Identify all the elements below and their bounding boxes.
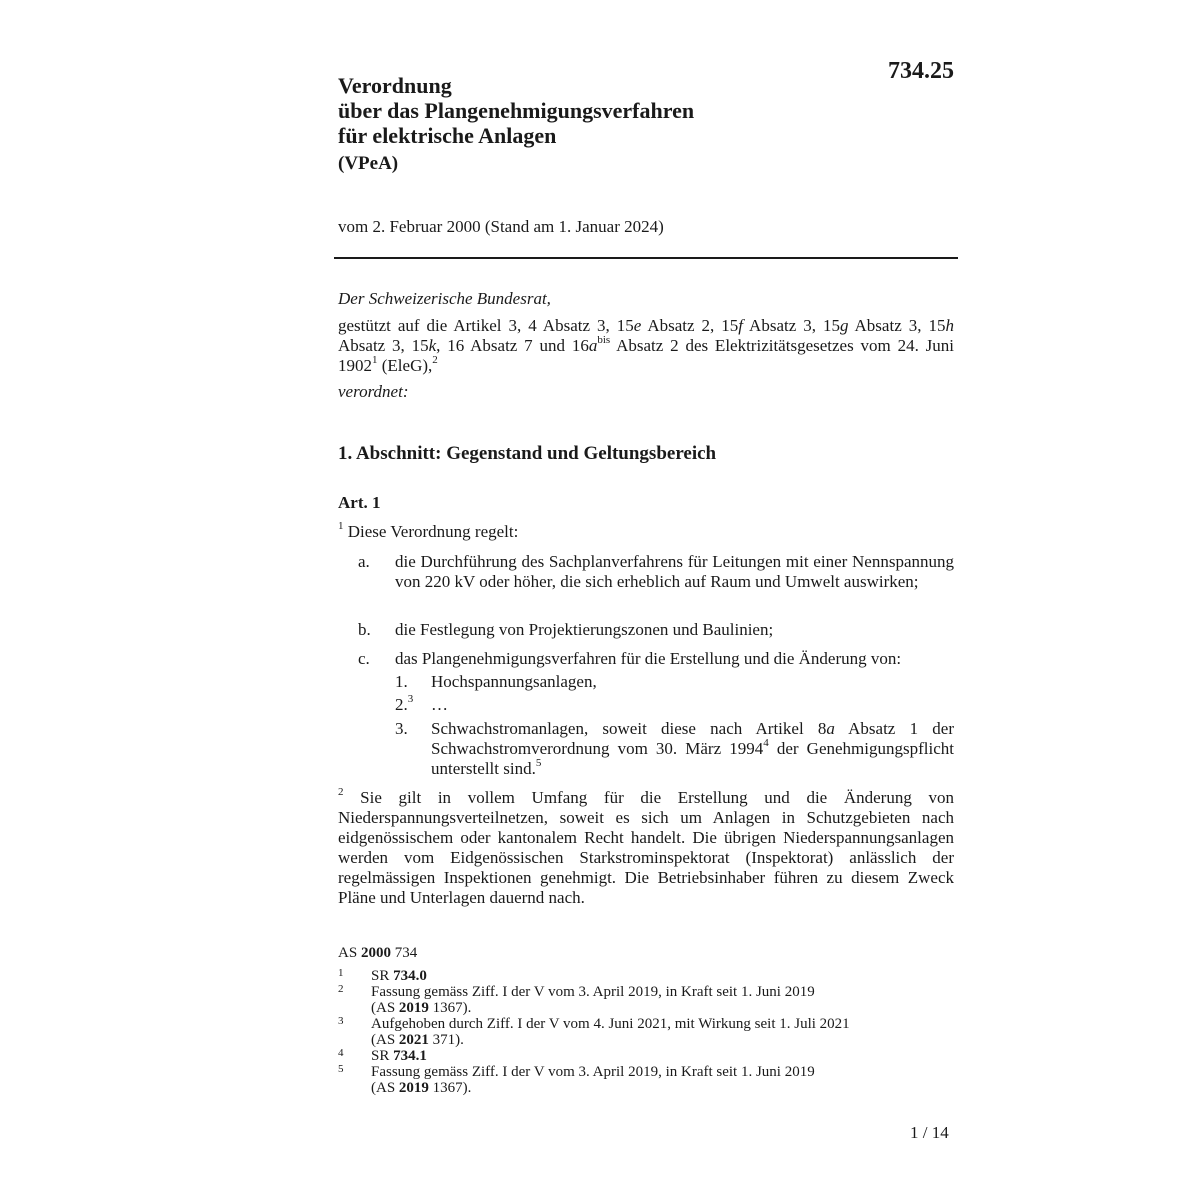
preamble-authority: Der Schweizerische Bundesrat, bbox=[338, 289, 551, 308]
header-rule bbox=[334, 257, 958, 259]
document-title bbox=[338, 73, 694, 148]
date-line: vom 2. Februar 2000 (Stand am 1. Januar 2024) bbox=[338, 217, 664, 236]
article-heading: Art. 1 bbox=[338, 493, 381, 512]
paragraph-2: $^2$ Sie gilt in vollem Umfang für die Erstellung und die Änderung von Niederspannungsverteilnetzen, soweit es sich um Anlagen in Schutzgebieten nach eidgenössischem oder kantonalem Recht handelt. Die übrigen Niederspannungsanlagen werden vom Eidgenössischen Starkstrominspektorat (Inspektorat) anlässlich der regelmässigen Inspektionen genehmigt. Die Betriebsinhaber führen zu diesem Zweck Pläne und Unterlagen dauernd nach. bbox=[338, 786, 954, 907]
page-number: 1 / 14 bbox=[910, 1123, 949, 1142]
sub-list-item: 2.$^3$ … bbox=[395, 693, 448, 714]
sr-number: 734.25 bbox=[888, 58, 954, 84]
title-line: für elektrische Anlagen bbox=[338, 123, 557, 148]
footnote-ref[interactable]: 2 bbox=[432, 354, 438, 366]
footnote-ref[interactable]: 4 bbox=[763, 737, 769, 749]
sub-list-item: 3. Schwachstromanlagen, soweit diese nach Artikel 8a Absatz 1 der Schwachstromverordnung vom 30. März 1994$^4$ der Genehmigungspflicht unterstellt sind.$^5$ bbox=[395, 719, 954, 778]
footnote-ref[interactable]: 5 bbox=[535, 757, 542, 769]
list-item: b. die Festlegung von Projektierungszonen und Baulinien; bbox=[358, 620, 774, 639]
title-line: über das Plangenehmigungsverfahren bbox=[338, 98, 695, 123]
footnote-ref[interactable]: 1 bbox=[372, 354, 378, 366]
title-abbreviation: (VPeA) bbox=[338, 153, 399, 174]
preamble-basis: gestützt auf die Artikel 3, 4 Absatz 3, 15e Absatz 2, 15f Absatz 3, 15g Absatz 3, 15h Absatz 3, 15k, 16 Absatz 7 und $16a^{bis}$ Absatz 2 des Elektrizitätsgesetzes vom 24. Juni 1902$^1$ (EleG),$^2$ bbox=[338, 316, 954, 375]
sub-list-item: 1. Hochspannungsanlagen, bbox=[395, 672, 597, 691]
preamble-decree: verordnet: bbox=[338, 382, 409, 401]
as-reference: AS 2000 734 bbox=[338, 945, 418, 961]
section-heading: 1. Abschnitt: Gegenstand und Geltungsbereich bbox=[338, 443, 717, 464]
list-item: a. die Durchführung des Sachplanverfahrens für Leitungen mit einer Nennspannung von 220 kV oder höher, die sich erheblich auf Raum und Umwelt auswirken; bbox=[358, 552, 954, 591]
list-item: c. das Plangenehmigungsverfahren für die Erstellung und die Änderung von: bbox=[358, 649, 902, 668]
title-line: Verordnung bbox=[338, 73, 452, 98]
footnote-ref[interactable]: 3 bbox=[407, 693, 414, 705]
paragraph-1: $^1$ Diese Verordnung regelt: bbox=[338, 520, 519, 541]
